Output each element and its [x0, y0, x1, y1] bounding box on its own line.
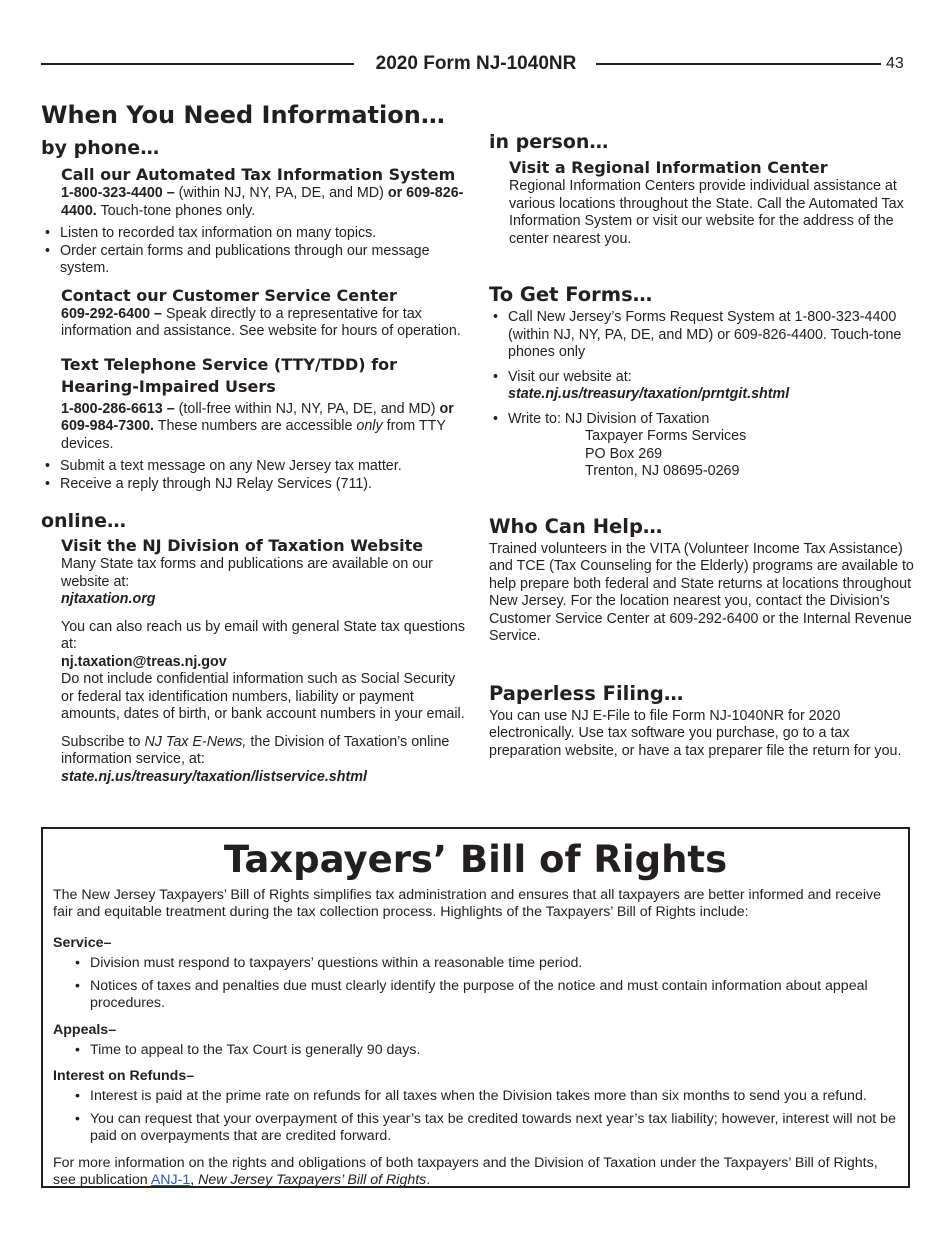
bill-of-rights-footer [53, 1155, 898, 1190]
heading-website: Visit the NJ Division of Taxation Website [61, 536, 424, 555]
text-span: Visit our website at: [508, 368, 632, 385]
phone-number: 1-800-323-4400 – [61, 185, 175, 201]
heading-in-person: in person… [489, 131, 609, 153]
text-span: . [426, 1171, 431, 1188]
list-item [489, 369, 914, 404]
website-text: Many State tax forms and publications are available on our website at: [61, 556, 433, 590]
right-column [489, 130, 914, 760]
heading-online: online… [41, 510, 127, 532]
text-span: Subscribe to [61, 733, 145, 750]
mailing-address-line: PO Box 269 [585, 445, 663, 462]
header-rule-right [596, 63, 881, 65]
list-item: • Order certain forms and publications through our message system. [41, 243, 471, 278]
heading-who-can-help: Who Can Help… [489, 514, 663, 538]
automated-system-block [61, 165, 471, 220]
heading-appeals: Appeals– [53, 1021, 117, 1038]
left-column [41, 100, 471, 786]
heading-automated-system: Call our Automated Tax Information System [61, 165, 456, 184]
email-text: You can also reach us by email with general State tax questions at: [61, 618, 465, 652]
automated-system-text [61, 185, 471, 220]
text-span: Write to: NJ Division of Taxation [508, 410, 710, 427]
page-number: 43 [886, 55, 904, 72]
text-span: These numbers are accessible [154, 418, 357, 434]
heading-by-phone: by phone… [41, 137, 160, 159]
text-span: from TTY devices. [61, 418, 446, 452]
text-span: the Division of Taxation’s online information service, at: [61, 733, 450, 767]
anj1-link[interactable]: ANJ-1 [150, 1171, 191, 1188]
phone-number: 1-800-286-6613 – [61, 400, 175, 417]
automated-system-list [41, 225, 471, 278]
mailing-address-line: Taxpayer Forms Services [585, 428, 747, 444]
header-rule-left [41, 63, 354, 65]
list-item: • Division must respond to taxpayers’ questions within a reasonable time period. [71, 955, 898, 972]
section-title-information: When You Need Information… [41, 101, 445, 129]
bill-of-rights-title: Taxpayers’ Bill of Rights [223, 838, 728, 881]
confidential-notice: Do not include confidential information such as Social Security or federal tax identification numbers, liability or payment amounts, dates of birth, or bank account numbers in your email. [61, 671, 465, 722]
website-link[interactable]: njtaxation.org [61, 591, 156, 607]
heading-service: Service– [53, 934, 112, 951]
bill-of-rights-body [53, 887, 898, 1189]
heading-tty: Text Telephone Service (TTY/TDD) for Hearing-Impaired Users [61, 354, 398, 396]
regional-center-text: Regional Information Centers provide individual assistance at various locations throughout the State. Call the Automated Tax Information System or visit our website for the address of the center nearest you. [509, 178, 904, 247]
text-span: (toll-free within NJ, NY, PA, DE, and MD) [174, 400, 440, 417]
listservice-link[interactable]: state.nj.us/treasury/taxation/listservice.shtml [61, 768, 367, 785]
appeals-list [71, 1042, 898, 1059]
list-item: • Call New Jersey’s Forms Request System at 1-800-323-4400 (within NJ, NY, PA, DE, and MD) or 609-826-4400. Touch-tone phones only [489, 309, 914, 362]
heading-customer-service: Contact our Customer Service Center [61, 285, 397, 305]
list-item [489, 411, 914, 481]
tty-list [41, 458, 471, 493]
text-span: For more information on the rights and obligations of both taxpayers and the Division of Taxation under the Taxpayers’ Bill of Rights, see publication [53, 1154, 878, 1188]
forms-list [489, 309, 914, 481]
list-item: • Listen to recorded tax information on many topics. [41, 225, 471, 243]
tty-block [61, 354, 476, 454]
mailing-address-line: Trenton, NJ 08695-0269 [585, 463, 740, 479]
text-span: only [356, 418, 383, 434]
text-span: or [387, 185, 403, 201]
text-span: (within NJ, NY, PA, DE, and MD) [174, 185, 388, 201]
online-block [61, 536, 471, 786]
list-item: • Receive a reply through NJ Relay Services (711). [41, 476, 471, 494]
phone-number: 609-984-7300. [61, 418, 155, 434]
bill-of-rights-box [41, 827, 910, 1188]
text-span: New Jersey Taxpayers’ Bill of Rights [198, 1171, 427, 1188]
text-span: NJ Tax E-News, [144, 733, 247, 750]
interest-list [71, 1088, 898, 1146]
text-span: or [439, 400, 454, 417]
subscribe-text [61, 734, 471, 769]
heading-interest-on-refunds: Interest on Refunds– [53, 1068, 195, 1085]
heading-regional-center: Visit a Regional Information Center [509, 158, 828, 177]
list-item: • Notices of taxes and penalties due must clearly identify the purpose of the notice and must contain information about appeal procedures. [71, 978, 898, 1013]
forms-link[interactable]: state.nj.us/treasury/taxation/prntgit.shtml [508, 386, 790, 402]
phone-number: 609-292-6400 – [61, 305, 162, 322]
phone-number: 609-826-4400. [61, 185, 464, 219]
who-can-help-text: Trained volunteers in the VITA (Volunteer Income Tax Assistance) and TCE (Tax Counseling for the Elderly) programs are available to help prepare both federal and State returns at locations throughout New Jersey. For the location nearest you, contact the Division’s Customer Service Center at 609-292-6400 or the Internal Revenue Service. [489, 540, 914, 644]
text-span: Speak directly to a representative for tax information and assistance. See website for hours of operation. [61, 305, 461, 339]
in-person-block [509, 158, 914, 248]
form-title: 2020 Form NJ-1040NR [375, 53, 577, 74]
service-list [71, 955, 898, 1013]
list-item: • Interest is paid at the prime rate on refunds for all taxes when the Division takes more than six months to send you a refund. [71, 1088, 898, 1105]
text-span: Touch-tone phones only. [96, 202, 256, 219]
heading-get-forms: To Get Forms… [489, 283, 653, 306]
tty-text [61, 401, 476, 454]
list-item: • Submit a text message on any New Jersey tax matter. [41, 458, 471, 476]
email-link[interactable]: nj.taxation@treas.nj.gov [61, 653, 227, 670]
customer-service-block [61, 286, 471, 341]
bill-of-rights-intro: The New Jersey Taxpayers’ Bill of Rights simplifies tax administration and ensures that all taxpayers are better informed and receive fair and equitable treatment during the tax collection process. Highlights of the Taxpayers’ Bill of Rights include: [53, 887, 881, 921]
list-item: • You can request that your overpayment of this year’s tax be credited towards next year’s tax liability; however, interest will not be paid on overpayments that are credited forward. [71, 1111, 898, 1146]
text-span: , [190, 1171, 199, 1188]
customer-service-text [61, 306, 471, 341]
paperless-filing-text: You can use NJ E-File to file Form NJ-1040NR for 2020 electronically. Use tax software you purchase, go to a tax preparation website, or have a tax preparer file the return for you. [489, 707, 902, 759]
heading-paperless-filing: Paperless Filing… [489, 681, 684, 705]
list-item: • Time to appeal to the Tax Court is generally 90 days. [71, 1042, 898, 1059]
